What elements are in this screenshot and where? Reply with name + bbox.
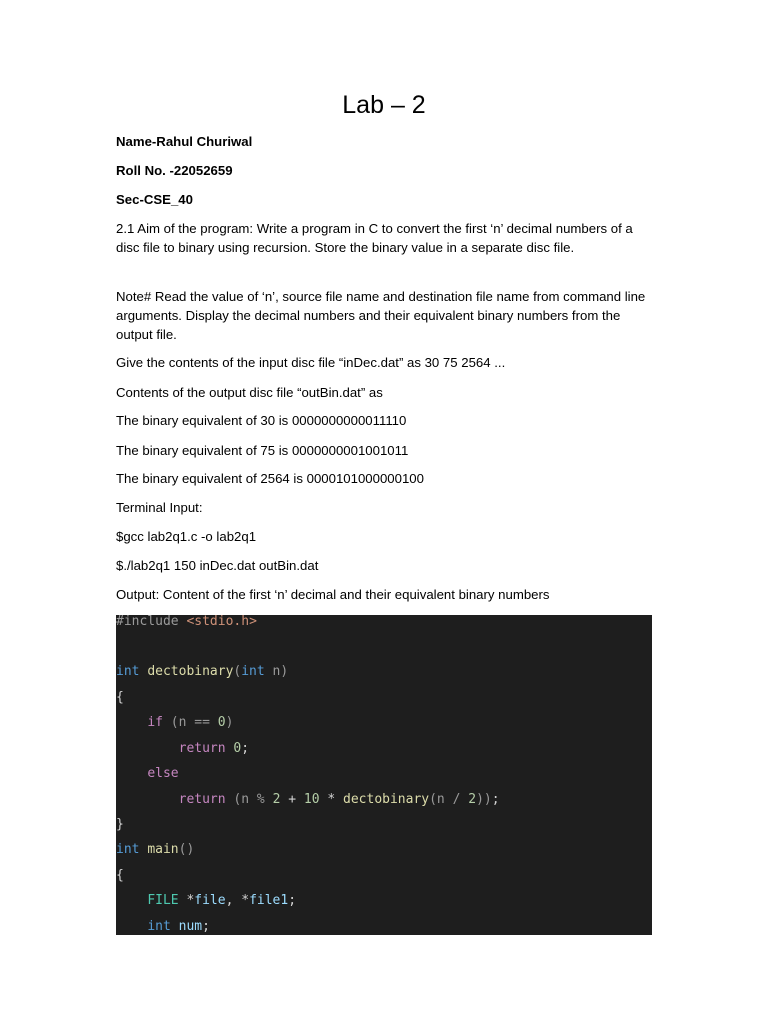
code-token: int xyxy=(147,919,171,934)
code-line-close-brace xyxy=(116,815,124,835)
code-line-main-signature: int main() xyxy=(116,842,195,857)
code-line-file-declaration: FILE *file, *file1; xyxy=(147,893,297,908)
code-token: #include xyxy=(116,615,179,629)
code-line-function-signature: int dectobinary(int n) xyxy=(116,664,289,679)
code-line-open-brace xyxy=(116,688,124,708)
code-token: 0 xyxy=(217,715,226,730)
code-token: n xyxy=(272,664,281,679)
code-token: <stdio.h> xyxy=(186,615,257,629)
code-token: return xyxy=(178,741,226,756)
code-token: file1 xyxy=(249,893,289,908)
code-token: int xyxy=(241,664,265,679)
document-title: Lab – 2 xyxy=(342,91,426,119)
code-token: { xyxy=(116,868,124,883)
code-line-else xyxy=(116,764,179,784)
input-contents-line: Give the contents of the input disc file “inDec.dat” as 30 75 2564 ... xyxy=(116,355,506,370)
code-token: if xyxy=(147,715,163,730)
code-token: file xyxy=(194,893,226,908)
code-token: 2 xyxy=(468,792,477,807)
binary-2564-line: The binary equivalent of 2564 is 0000101000000100 xyxy=(116,471,424,486)
code-token: 2 xyxy=(272,792,281,807)
binary-75-line: The binary equivalent of 75 is 0000000001001011 xyxy=(116,443,409,458)
code-line-return-zero: return 0; xyxy=(178,741,250,756)
code-token: else xyxy=(147,766,179,781)
code-line-main-open-brace xyxy=(116,866,124,886)
code-line-return-recursive: return (n % 2 + 10 * dectobinary(n / 2)); xyxy=(178,792,500,807)
roll-number-line: Roll No. -22052659 xyxy=(116,163,233,178)
code-token: 10 xyxy=(303,792,320,807)
output-description: Output: Content of the first ‘n’ decimal and their equivalent binary numbers xyxy=(116,587,550,602)
binary-30-line: The binary equivalent of 30 is 0000000000011110 xyxy=(116,413,407,428)
note-paragraph: Note# Read the value of ‘n’, source file name and destination file name from command line arguments. Display the decimal numbers and their equivalent binary numbers from the output file. xyxy=(116,289,646,343)
run-command: $./lab2q1 150 inDec.dat outBin.dat xyxy=(116,558,319,573)
terminal-input-label: Terminal Input: xyxy=(116,500,203,515)
code-token: { xyxy=(116,690,124,705)
code-token: int xyxy=(116,664,140,679)
code-token: main xyxy=(147,842,179,857)
code-token: num xyxy=(178,919,203,934)
code-token: dectobinary xyxy=(343,792,430,807)
code-line-if: if (n == 0) xyxy=(147,715,234,730)
aim-paragraph: 2.1 Aim of the program: Write a program in C to convert the first ‘n’ decimal numbers of a disc file to binary using recursion. Store the binary value in a separate disc file. xyxy=(116,221,633,256)
compile-command: $gcc lab2q1.c -o lab2q1 xyxy=(116,529,257,544)
code-token: int xyxy=(116,842,140,857)
code-token: dectobinary xyxy=(147,664,234,679)
code-line-include xyxy=(116,615,257,632)
output-contents-line: Contents of the output disc file “outBin.dat” as xyxy=(116,385,383,400)
code-token: FILE xyxy=(147,893,179,908)
code-block xyxy=(116,615,652,935)
name-line: Name-Rahul Churiwal xyxy=(116,134,253,149)
section-line: Sec-CSE_40 xyxy=(116,192,193,207)
code-token: 0 xyxy=(233,741,242,756)
code-line-num-declaration: int num; xyxy=(147,919,210,934)
code-token: } xyxy=(116,817,124,832)
code-token: return xyxy=(178,792,226,807)
